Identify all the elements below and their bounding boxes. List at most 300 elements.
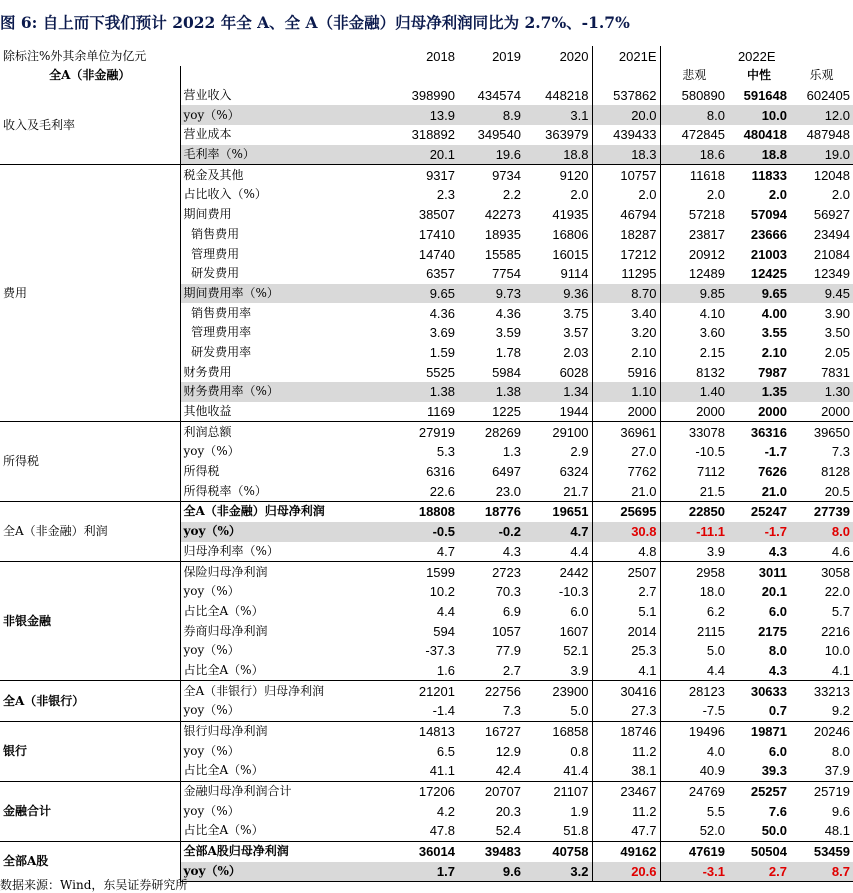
cell-value: 22.0 [824, 584, 850, 600]
cell-value: 20.3 [495, 803, 521, 819]
cell-value: 50.0 [761, 823, 787, 839]
cell-value: 17410 [418, 226, 455, 242]
cell-value: 30416 [592, 681, 660, 701]
cell-value: 33078 [660, 422, 728, 442]
cell-value: 2115 [697, 623, 725, 639]
cell-value: 33213 [790, 681, 853, 701]
cell-value: 4.36 [495, 305, 521, 321]
year-2020: 2020 [559, 48, 589, 64]
cell-value: 20.1 [761, 584, 787, 600]
cell-value: 3.55 [761, 325, 787, 341]
cell-value: 9.6 [458, 862, 524, 882]
cell-value: 3011 [728, 562, 790, 582]
cell-value: 53459 [790, 841, 853, 861]
cell-value: 3.69 [429, 325, 455, 341]
cell-value: 50504 [728, 841, 790, 861]
cell-value: 1.7 [392, 862, 458, 882]
cell-value: 27919 [392, 422, 458, 442]
cell-value: -0.2 [458, 522, 524, 542]
cell-value: 27739 [790, 502, 853, 522]
cell-value: -1.4 [432, 703, 455, 719]
cell-value: 5.1 [592, 602, 660, 622]
cell-value: 41.4 [563, 763, 589, 779]
cell-value: 19.0 [790, 145, 853, 165]
cell-value: 57094 [750, 207, 787, 223]
row-label: 研发费用率 [180, 343, 392, 363]
unit-note: 除标注%外其余单位为亿元 [3, 48, 147, 63]
cell-value: 2.0 [706, 187, 725, 203]
cell-value: 591648 [743, 88, 787, 104]
cell-value: 10.0 [824, 643, 850, 659]
cell-value: 4.36 [429, 305, 455, 321]
cell-value: 398990 [411, 88, 455, 104]
cell-value: 20.1 [392, 145, 458, 165]
row-label: 券商归母净利润 [180, 621, 392, 641]
cell-value: 23817 [688, 226, 725, 242]
cell-value: 2216 [821, 623, 850, 639]
cell-value: 8128 [821, 464, 850, 480]
cell-value: 537862 [592, 86, 660, 106]
cell-value: 349540 [477, 127, 521, 143]
cell-value: 4.1 [592, 661, 660, 681]
cell-value: 4.3 [502, 543, 521, 559]
table-row [0, 681, 853, 701]
row-label: 金融归母净利润合计 [180, 781, 392, 801]
cell-value: 24769 [660, 781, 728, 801]
cell-value: 9.73 [458, 284, 524, 304]
cell-value: 3.9 [706, 543, 725, 559]
cell-value: 14740 [418, 246, 455, 262]
cell-value: 2.7 [728, 862, 790, 882]
cell-value: 23494 [813, 226, 850, 242]
cell-value: 21084 [813, 246, 850, 262]
cell-value: 1.9 [570, 803, 589, 819]
group-label: 非银金融 [0, 562, 180, 681]
forecast-table [0, 46, 853, 882]
cell-value: -10.5 [695, 444, 725, 460]
cell-value: 7.3 [502, 703, 521, 719]
cell-value: 11.2 [592, 741, 660, 761]
cell-value: 25.3 [592, 641, 660, 661]
row-label: yoy（%） [180, 442, 392, 462]
scenario-optimistic: 乐观 [809, 68, 834, 83]
cell-value: 40.9 [699, 763, 725, 779]
cell-value: 487948 [806, 127, 850, 143]
cell-value: -7.5 [702, 703, 725, 719]
cell-value: 9120 [524, 165, 592, 185]
scenario-pessimistic: 悲观 [682, 68, 707, 83]
year-2019: 2019 [492, 48, 521, 64]
cell-value: 52.4 [495, 823, 521, 839]
cell-value: 2000 [758, 404, 787, 420]
row-label: yoy（%） [180, 862, 392, 882]
row-label: 销售费用 [180, 225, 392, 245]
cell-value: 41935 [552, 207, 589, 223]
cell-value: 2.2 [502, 187, 521, 203]
cell-value: 2442 [524, 562, 592, 582]
cell-value: 21.0 [592, 481, 660, 501]
cell-value: 8.0 [831, 743, 850, 759]
scenario-row [0, 66, 853, 86]
cell-value: 6.2 [706, 603, 725, 619]
cell-value: 0.7 [768, 703, 787, 719]
cell-value: 28269 [458, 422, 524, 442]
cell-value: 20.0 [592, 105, 660, 125]
cell-value: 18746 [592, 721, 660, 741]
row-label: 占比全A（%） [180, 602, 392, 622]
group-label: 费用 [0, 165, 180, 422]
year-2022e: 2022E [737, 48, 776, 64]
cell-value: 27.3 [592, 701, 660, 721]
cell-value: 2.3 [436, 187, 455, 203]
cell-value: 6.0 [768, 743, 787, 759]
cell-value: 2.0 [592, 185, 660, 205]
cell-value: 19.6 [458, 145, 524, 165]
row-label: 管理费用 [180, 244, 392, 264]
cell-value: 21201 [392, 681, 458, 701]
row-label: yoy（%） [180, 582, 392, 602]
cell-value: 16727 [458, 721, 524, 741]
cell-value: 56927 [813, 207, 850, 223]
row-label: 保险归母净利润 [180, 562, 392, 582]
row-label: 财务费用率（%） [180, 382, 392, 402]
cell-value: 434574 [477, 88, 521, 104]
table-row [0, 721, 853, 741]
row-label: 税金及其他 [180, 165, 392, 185]
cell-value: 580890 [681, 88, 725, 104]
cell-value: 4.3 [768, 662, 787, 678]
figure-title: 图 6: 自上而下我们预计 2022 年全 A、全 A（非金融）归母净利润同比为 2.7%、-1.7% [0, 13, 630, 32]
year-2018: 2018 [426, 48, 455, 64]
cell-value: -3.1 [660, 862, 728, 882]
cell-value: 38507 [418, 207, 455, 223]
cell-value: 1169 [427, 404, 455, 420]
cell-value: 13.9 [392, 105, 458, 125]
group-label: 全A（非金融）利润 [0, 502, 180, 562]
cell-value: 8.0 [768, 643, 787, 659]
cell-value: 5.3 [436, 444, 455, 460]
row-label: 占比全A（%） [180, 761, 392, 781]
cell-value: 19651 [524, 502, 592, 522]
cell-value: 7112 [697, 464, 725, 480]
cell-value: 1.40 [660, 382, 728, 402]
cell-value: 8.9 [458, 105, 524, 125]
row-label: 管理费用率 [180, 323, 392, 343]
cell-value: 5.5 [706, 803, 725, 819]
cell-value: 5984 [492, 364, 521, 380]
cell-value: -11.1 [660, 522, 728, 542]
row-label: 利润总额 [180, 422, 392, 442]
cell-value: 2.7 [592, 582, 660, 602]
cell-value: 23666 [750, 226, 787, 242]
cell-value: -1.7 [728, 522, 790, 542]
cell-value: 3.60 [699, 325, 725, 341]
cell-value: -1.7 [764, 444, 787, 460]
cell-value: 3.75 [563, 305, 589, 321]
cell-value: 6497 [492, 464, 521, 480]
cell-value: 20.6 [592, 862, 660, 882]
cell-value: -37.3 [425, 643, 455, 659]
table-row [0, 86, 853, 106]
cell-value: 48.1 [824, 823, 850, 839]
cell-value: 28123 [660, 681, 728, 701]
cell-value: 448218 [545, 88, 589, 104]
row-label: 全A（非银行）归母净利润 [180, 681, 392, 701]
cell-value: 17212 [592, 244, 660, 264]
cell-value: 9.85 [660, 284, 728, 304]
cell-value: 5.0 [570, 703, 589, 719]
row-label: 营业成本 [180, 125, 392, 145]
cell-value: 25247 [728, 502, 790, 522]
cell-value: 29100 [524, 422, 592, 442]
cell-value: 4.4 [570, 543, 589, 559]
cell-value: 7754 [492, 266, 521, 282]
cell-value: 1.38 [458, 382, 524, 402]
cell-value: 37.9 [824, 763, 850, 779]
cell-value: 18.6 [660, 145, 728, 165]
cell-value: 2.9 [570, 444, 589, 460]
cell-value: 2507 [592, 562, 660, 582]
cell-value: 4.0 [706, 743, 725, 759]
cell-value: 6.0 [570, 603, 589, 619]
cell-value: 9.65 [728, 284, 790, 304]
cell-value: 2000 [696, 404, 725, 420]
cell-value: 14813 [392, 721, 458, 741]
cell-value: 51.8 [563, 823, 589, 839]
cell-value: 21.0 [761, 483, 787, 499]
cell-value: 3.90 [824, 305, 850, 321]
cell-value: 10.0 [728, 105, 790, 125]
cell-value: 4.7 [436, 543, 455, 559]
group-label: 全部A股 [0, 841, 180, 881]
cell-value: 3.40 [592, 303, 660, 323]
cell-value: 27.0 [592, 442, 660, 462]
cell-value: 18776 [458, 502, 524, 522]
row-label: 营业收入 [180, 86, 392, 106]
cell-value: 4.10 [699, 305, 725, 321]
cell-value: 2723 [458, 562, 524, 582]
cell-value: 318892 [411, 127, 455, 143]
cell-value: 7.6 [768, 803, 787, 819]
cell-value: 57218 [688, 207, 725, 223]
scenario-neutral: 中性 [746, 68, 771, 83]
cell-value: 25257 [728, 781, 790, 801]
cell-value: 4.3 [768, 543, 787, 559]
source-note: 数据来源：Wind，东吴证券研究所 [0, 878, 188, 892]
cell-value: 20707 [458, 781, 524, 801]
cell-value: 6.9 [502, 603, 521, 619]
cell-value: 6357 [426, 266, 455, 282]
cell-value: 4.6 [831, 543, 850, 559]
cell-value: 1.3 [502, 444, 521, 460]
row-label: 其他收益 [180, 402, 392, 422]
row-label: yoy（%） [180, 522, 392, 542]
cell-value: 20912 [688, 246, 725, 262]
cell-value: 77.9 [495, 643, 521, 659]
cell-value: 36961 [592, 422, 660, 442]
cell-value: 20246 [790, 721, 853, 741]
row-label: 所得税率（%） [180, 481, 392, 501]
cell-value: 3.2 [524, 862, 592, 882]
cell-value: 1057 [492, 623, 521, 639]
table-row [0, 422, 853, 442]
cell-value: 6324 [559, 464, 589, 480]
header-row [0, 46, 853, 66]
cell-value: 1.30 [790, 382, 853, 402]
cell-value: 3.9 [570, 662, 589, 678]
row-label: yoy（%） [180, 801, 392, 821]
cell-value: 11295 [592, 264, 660, 284]
cell-value: 47.7 [592, 821, 660, 841]
cell-value: 8132 [696, 364, 725, 380]
cell-value: 2.03 [563, 344, 589, 360]
cell-value: 5916 [592, 362, 660, 382]
cell-value: 1225 [492, 404, 521, 420]
table-row [0, 502, 853, 522]
cell-value: 1.35 [728, 382, 790, 402]
cell-value: 11618 [660, 165, 728, 185]
cell-value: 9317 [392, 165, 458, 185]
cell-value: 15585 [484, 246, 521, 262]
cell-value: 9734 [458, 165, 524, 185]
top-group-label: 全A（非金融） [49, 68, 131, 82]
group-label: 银行 [0, 721, 180, 781]
cell-value: 18.0 [699, 584, 725, 600]
cell-value: -0.5 [392, 522, 458, 542]
cell-value: 6316 [426, 464, 455, 480]
cell-value: 42.4 [495, 763, 521, 779]
cell-value: 12489 [688, 266, 725, 282]
cell-value: 6.0 [768, 603, 787, 619]
cell-value: 38.1 [592, 761, 660, 781]
row-label: 研发费用 [180, 264, 392, 284]
row-label: yoy（%） [180, 741, 392, 761]
cell-value: 16015 [552, 246, 589, 262]
cell-value: 9.45 [790, 284, 853, 304]
cell-value: 18935 [484, 226, 521, 242]
cell-value: 16858 [524, 721, 592, 741]
group-label: 收入及毛利率 [3, 117, 76, 132]
cell-value: 30633 [728, 681, 790, 701]
cell-value: 2.05 [824, 344, 850, 360]
cell-value: 439433 [592, 125, 660, 145]
cell-value: 7.3 [831, 444, 850, 460]
row-label: 毛利率（%） [180, 145, 392, 165]
cell-value: 2.0 [768, 187, 787, 203]
row-label: 期间费用 [180, 205, 392, 225]
cell-value: 1.6 [436, 662, 455, 678]
row-label: 全A（非金融）归母净利润 [180, 502, 392, 522]
cell-value: 1944 [559, 404, 589, 420]
cell-value: 11.2 [592, 801, 660, 821]
cell-value: 39483 [458, 841, 524, 861]
cell-value: 21.5 [699, 483, 725, 499]
cell-value: 9.36 [524, 284, 592, 304]
row-label: yoy（%） [180, 641, 392, 661]
cell-value: 21107 [524, 781, 592, 801]
row-label: 银行归母净利润 [180, 721, 392, 741]
cell-value: 2.15 [699, 344, 725, 360]
cell-value: 4.1 [831, 662, 850, 678]
cell-value: 4.00 [761, 305, 787, 321]
cell-value: 47619 [660, 841, 728, 861]
cell-value: 2.0 [831, 187, 850, 203]
cell-value: 2.0 [570, 187, 589, 203]
cell-value: 70.3 [495, 584, 521, 600]
cell-value: 41.1 [429, 763, 455, 779]
cell-value: 1.38 [392, 382, 458, 402]
cell-value: 9.6 [831, 803, 850, 819]
cell-value: 1.34 [524, 382, 592, 402]
cell-value: 472845 [681, 127, 725, 143]
cell-value: 1.59 [429, 344, 455, 360]
cell-value: 49162 [592, 841, 660, 861]
cell-value: 22.6 [429, 483, 455, 499]
cell-value: 6028 [559, 364, 589, 380]
cell-value: 12425 [750, 266, 787, 282]
cell-value: 23900 [524, 681, 592, 701]
cell-value: 4.2 [436, 803, 455, 819]
cell-value: 36014 [392, 841, 458, 861]
cell-value: 18808 [392, 502, 458, 522]
group-label: 所得税 [0, 422, 180, 502]
row-label: yoy（%） [180, 701, 392, 721]
cell-value: 25719 [790, 781, 853, 801]
cell-value: 8.0 [790, 522, 853, 542]
cell-value: 52.1 [563, 643, 589, 659]
cell-value: 42273 [484, 207, 521, 223]
cell-value: 363979 [545, 127, 589, 143]
cell-value: 5.7 [831, 603, 850, 619]
cell-value: 22850 [660, 502, 728, 522]
row-label: 销售费用率 [180, 303, 392, 323]
cell-value: 2014 [592, 621, 660, 641]
cell-value: 0.8 [570, 743, 589, 759]
cell-value: 7762 [592, 462, 660, 482]
cell-value: 21.7 [563, 483, 589, 499]
cell-value: 5525 [426, 364, 455, 380]
cell-value: 4.4 [706, 662, 725, 678]
row-label: 全部A股归母净利润 [180, 841, 392, 861]
cell-value: 52.0 [699, 823, 725, 839]
cell-value: 4.7 [524, 522, 592, 542]
cell-value: 23.0 [495, 483, 521, 499]
cell-value: 4.8 [592, 542, 660, 562]
cell-value: 594 [433, 623, 455, 639]
cell-value: 18287 [592, 225, 660, 245]
table-row [0, 165, 853, 185]
cell-value: 3.20 [592, 323, 660, 343]
cell-value: 2.10 [761, 344, 787, 360]
cell-value: 39.3 [761, 763, 787, 779]
cell-value: 4.4 [436, 603, 455, 619]
cell-value: 12.9 [495, 743, 521, 759]
cell-value: 3.57 [563, 325, 589, 341]
cell-value: 3.59 [495, 325, 521, 341]
cell-value: 36316 [728, 422, 790, 442]
cell-value: 12349 [813, 266, 850, 282]
cell-value: 18.8 [728, 145, 790, 165]
cell-value: 3058 [790, 562, 853, 582]
cell-value: 2000 [592, 402, 660, 422]
cell-value: 10.2 [429, 584, 455, 600]
cell-value: 46794 [592, 205, 660, 225]
cell-value: 1.78 [495, 344, 521, 360]
row-label: 所得税 [180, 462, 392, 482]
row-label: yoy（%） [180, 105, 392, 125]
cell-value: 19496 [660, 721, 728, 741]
cell-value: 1607 [559, 623, 589, 639]
